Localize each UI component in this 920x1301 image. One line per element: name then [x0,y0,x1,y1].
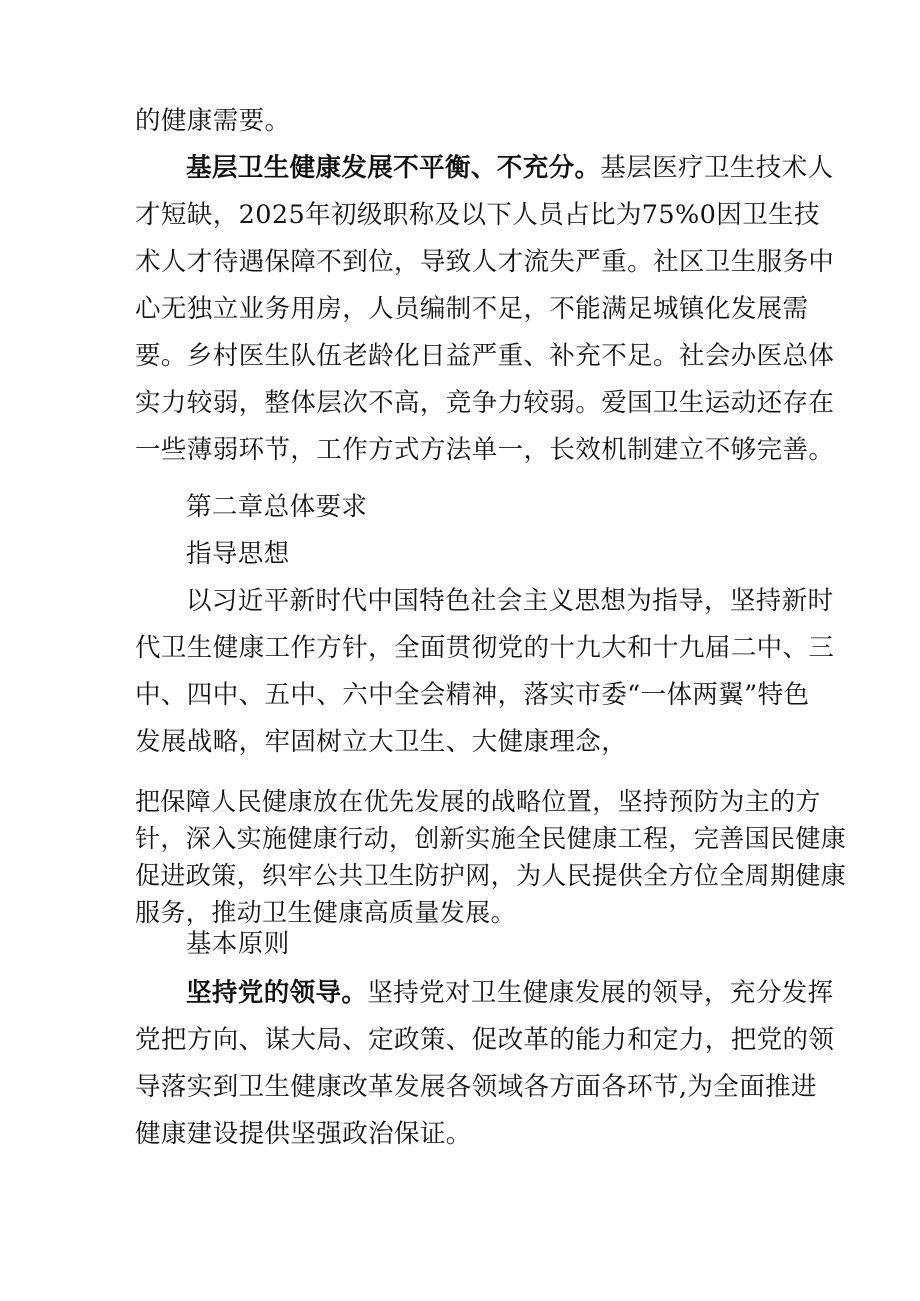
paragraph-guiding-thought [135,578,835,766]
section-heading-guiding: 指导思想 [186,539,290,569]
paragraph-text: 的健康需要。 [135,106,291,136]
paragraph-lead-bold: 坚持党的领导。 [186,978,368,1008]
paragraph-text: 把保障人民健康放在优先发展的战略位置，坚持预防为主的方针，深入实施健康行动，创新实施全民健康工程，完善国民健康促进政策，织牢公共卫生防护网，为人民提供全方位全周期健康服务，推动卫生健康高质量发展。 [135,787,847,927]
paragraph-text: 以习近平新时代中国特色社会主义思想为指导，坚持新时代卫生健康工作方针，全面贯彻党的十九大和十九届二中、三中、四中、五中、六中全会精神，落实市委“一体两翼”特色发展战略，牢固树立大卫生、大健康理念， [135,586,835,757]
paragraph-continuation [135,98,835,145]
paragraph-text: 坚持党对卫生健康发展的领导，充分发挥党把方向、谋大局、定政策、促改革的能力和定力，把党的领导落实到卫生健康改革发展各领域各方面各环节,为全面推进健康建设提供坚强政治保证。 [135,978,835,1149]
paragraph-grassroots-health [135,145,835,474]
paragraph-lead-bold: 基层卫生健康发展不平衡、不充分。 [186,153,601,183]
paragraph-party-leadership [135,970,835,1158]
chapter-heading: 第二章总体要求 [186,492,368,522]
section-heading-principles: 基本原则 [186,929,290,959]
paragraph-text: 基层医疗卫生技术人才短缺，2025年初级职称及以下人员占比为75%0因卫生技术人才待遇保障不到位，导致人才流失严重。社区卫生服务中心无独立业务用房，人员编制不足，不能满足城镇化发展需要。乡村医生队伍老龄化日益严重、补充不足。社会办医总体实力较弱，整体层次不高，竞争力较弱。爱国卫生运动还存在一些薄弱环节，工作方式方法单一，长效机制建立不够完善。 [135,153,835,465]
paragraph-health-priority [135,783,850,931]
